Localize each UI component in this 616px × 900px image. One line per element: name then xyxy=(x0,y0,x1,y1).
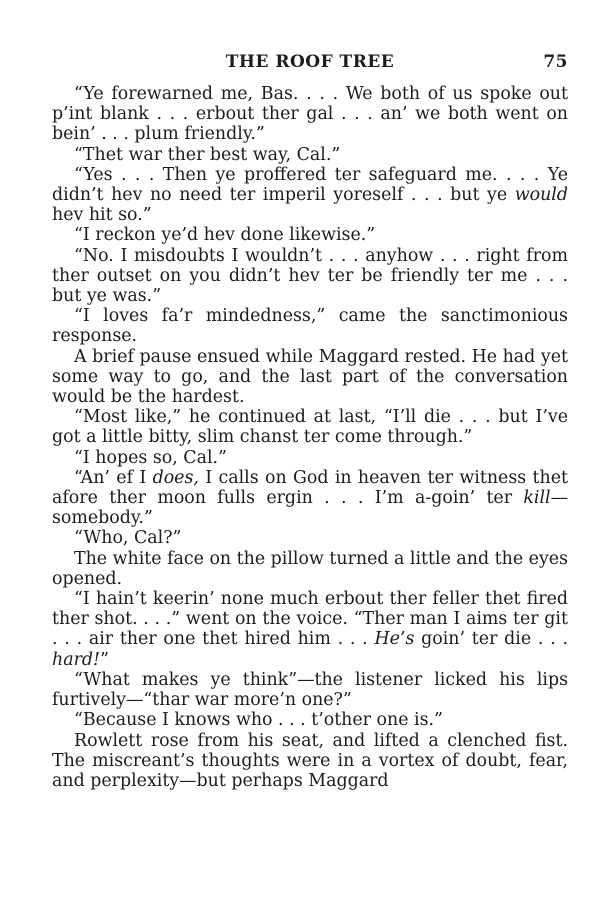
paragraph: “I hopes so, Cal.” xyxy=(74,447,227,468)
paragraph: “I loves fa’r mindedness,” came the sanctimonious response. xyxy=(52,306,568,347)
paragraph: “Ye forewarned me, Bas. . . . We both of us spoke out p’int blank . . . erbout ther gal . . . an’ we both went on bein’ . . . plum friendly.” xyxy=(52,84,568,145)
paragraph: “Who, Cal?” xyxy=(74,528,182,549)
paragraph: “Because I knows who . . . t’other one is.” xyxy=(74,710,443,731)
emphasis: does, xyxy=(152,467,199,488)
paragraph: “Most like,” he continued at last, “I’ll die . . . but I’ve got a little bitty, slim chanst ter come through.” xyxy=(52,407,568,448)
paragraph: “Yes . . . Then ye proffered ter safeguard me. . . . Ye didn’t hev no need ter imperil yoreself . . . but ye would hev hit so.” xyxy=(52,164,568,226)
paragraph: “No. I misdoubts I wouldn’t . . . anyhow . . . right from ther outset on you didn’t hev ter be friendly ter me . . . but ye was.” xyxy=(52,245,568,307)
running-title: THE ROOF TREE xyxy=(225,52,395,72)
paragraph: A brief pause ensued while Maggard rested. He had yet some way to go, and the last part of the conversation would be the hardest. xyxy=(52,346,568,408)
paragraph: “I reckon ye’d hev done likewise.” xyxy=(74,225,376,246)
running-header xyxy=(52,52,568,78)
paragraph: “I hain’t keerin’ none much erbout ther feller thet fired ther shot. . . .” went on the voice. “Ther man I aims ter git . . . air ther one thet hired him . . . He’s goin’ ter die . . . hard!” xyxy=(52,589,568,670)
paragraph: “What makes ye think”—the listener licked his lips furtively—“thar war more’n one?” xyxy=(52,669,568,711)
body-text xyxy=(52,84,568,791)
paragraph: “Thet war ther best way, Cal.” xyxy=(74,144,341,165)
emphasis: would xyxy=(514,185,568,206)
page-number: 75 xyxy=(543,52,568,72)
paragraph: “An’ ef I does, I calls on God in heaven ter witness thet afore ther moon fulls ergin . . . I’m a-goin’ ter kill—somebody.” xyxy=(52,467,568,529)
paragraph: The white face on the pillow turned a little and the eyes opened. xyxy=(52,548,568,589)
emphasis: He’s xyxy=(374,629,415,650)
book-page xyxy=(52,52,568,791)
paragraph: Rowlett rose from his seat, and lifted a clenched fist. The miscreant’s thoughts were in a vortex of doubt, fear, and perplexity—but perhaps Maggard xyxy=(52,730,568,791)
emphasis: hard! xyxy=(52,649,101,670)
emphasis: kill xyxy=(523,488,551,509)
